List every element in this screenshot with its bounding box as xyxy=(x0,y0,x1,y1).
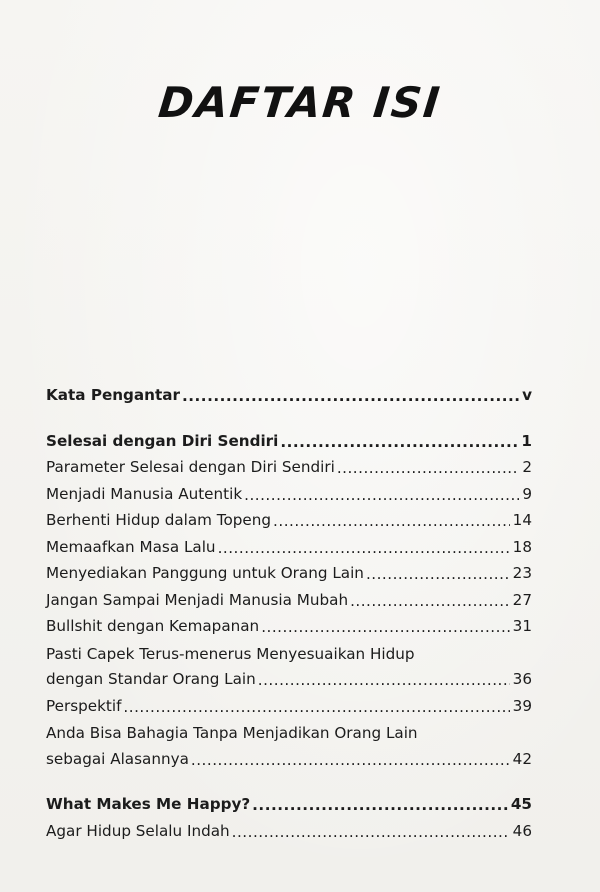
toc-page-number: 42 xyxy=(512,749,532,768)
table-of-contents xyxy=(46,386,532,848)
toc-entry-label: Pasti Capek Terus-menerus Menyesuaikan Hidup xyxy=(46,644,415,663)
dot-leader xyxy=(417,645,519,660)
dot-leader xyxy=(232,823,510,838)
dot-leader xyxy=(337,459,519,474)
toc-entry-label: Kata Pengantar xyxy=(46,386,180,404)
toc-entry-label: Parameter Selesai dengan Diri Sendiri xyxy=(46,458,335,476)
toc-subentry xyxy=(46,511,532,538)
toc-entry-label: dengan Standar Orang Lain xyxy=(46,670,256,688)
toc-page-number: 9 xyxy=(522,484,532,503)
toc-entry-label: sebagai Alasannya xyxy=(46,749,189,768)
toc-chapter-entry xyxy=(46,386,532,413)
toc-subentry xyxy=(46,670,532,697)
toc-chapter-entry xyxy=(46,432,532,459)
toc-entry-label: Bullshit dengan Kemapanan xyxy=(46,617,260,635)
toc-entry-label: Menyediakan Panggung untuk Orang Lain xyxy=(46,564,364,582)
toc-page-number: 2 xyxy=(522,458,532,476)
toc-page-number: 23 xyxy=(512,564,532,582)
toc-subentry xyxy=(46,564,532,591)
toc-subentry xyxy=(46,822,532,849)
toc-page-number: v xyxy=(522,386,532,404)
dot-leader xyxy=(420,724,519,739)
toc-entry-label: Selesai dengan Diri Sendiri xyxy=(46,431,279,450)
toc-page-number: 45 xyxy=(510,795,532,813)
dot-leader xyxy=(280,433,518,448)
toc-subentry xyxy=(46,723,532,750)
toc-chapter-entry xyxy=(46,795,532,822)
dot-leader xyxy=(252,796,508,811)
dot-leader xyxy=(366,565,510,580)
toc-subentry xyxy=(46,617,532,644)
dot-leader xyxy=(258,671,510,686)
toc-subentry xyxy=(46,644,532,671)
dot-leader xyxy=(244,486,519,501)
toc-entry-label: Memaafkan Masa Lalu xyxy=(46,537,216,556)
toc-entry-label: Anda Bisa Bahagia Tanpa Menjadikan Orang Lain xyxy=(46,724,418,743)
toc-subentry xyxy=(46,697,532,724)
toc-entry-label: Jangan Sampai Menjadi Manusia Mubah xyxy=(46,590,349,609)
dot-leader xyxy=(182,387,519,402)
toc-page-number: 36 xyxy=(512,670,532,688)
toc-subentry xyxy=(46,750,532,777)
page-title: DAFTAR ISI xyxy=(156,78,444,127)
toc-page-number: 31 xyxy=(512,617,532,635)
toc-entry-label: Menjadi Manusia Autentik xyxy=(46,484,243,503)
toc-page-number: 27 xyxy=(512,590,532,609)
dot-leader xyxy=(123,698,509,713)
toc-page-number: 1 xyxy=(521,431,532,450)
toc-page-number: 14 xyxy=(512,511,532,529)
toc-entry-label: Perspektif xyxy=(46,696,122,715)
toc-subentry xyxy=(46,485,532,512)
toc-section-gap xyxy=(46,776,532,795)
toc-subentry xyxy=(46,458,532,485)
toc-entry-label: Berhenti Hidup dalam Topeng xyxy=(46,511,272,529)
dot-leader xyxy=(350,592,510,607)
toc-section-gap xyxy=(46,413,532,432)
dot-leader xyxy=(261,618,509,633)
toc-subentry xyxy=(46,538,532,565)
toc-page-number: 46 xyxy=(512,821,532,840)
toc-subentry xyxy=(46,591,532,618)
toc-entry-label: What Makes Me Happy? xyxy=(46,795,251,813)
toc-page-number: 39 xyxy=(512,696,532,715)
toc-page-number: 18 xyxy=(512,537,532,556)
dot-leader xyxy=(191,751,510,766)
dot-leader xyxy=(218,539,510,554)
toc-entry-label: Agar Hidup Selalu Indah xyxy=(46,821,230,840)
dot-leader xyxy=(273,512,510,527)
